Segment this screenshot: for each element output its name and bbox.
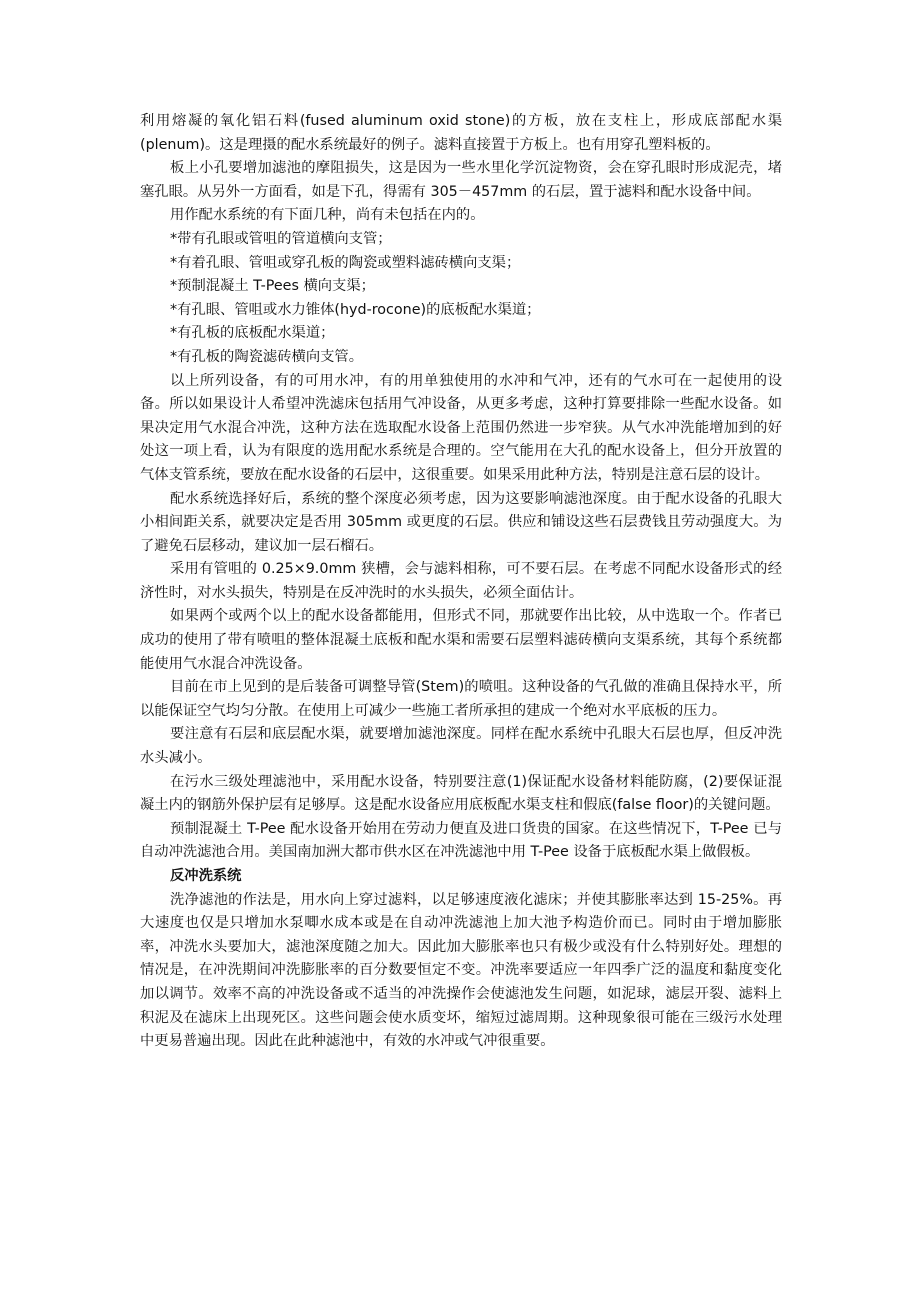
paragraph-orifice-loss: 板上小孔要增加滤池的摩阻损失，这是因为一些水里化学沉淀物资，会在穿孔眼时形成泥壳，堵塞孔眼。从另外一方面看，如是下孔，得需有 305－457mm 的石层，置于滤料和配水设备中间。 <box>140 160 782 200</box>
paragraph-adjustable-stem: 目前在市上见到的是后装备可调整导管(Stem)的喷咀。这种设备的气孔做的准确且保持水平，所以能保证空气均匀分散。在使用上可减少一些施工者所承担的建成一个绝对水平底板的压力。 <box>140 679 782 719</box>
paragraph-comparison: 如果两个或两个以上的配水设备都能用，但形式不同，那就要作出比较，从中选取一个。作者已成功的使用了带有喷咀的整体混凝土底板和配水渠和需要石层塑料滤砖横向支渠系统，其每个系统都能使用气水混合冲洗设备。 <box>140 608 782 672</box>
list-item: *有孔板的底板配水渠道； <box>170 325 335 342</box>
underdrain-type-list <box>140 228 782 370</box>
list-item: *带有孔眼或管咀的管道横向支管； <box>170 230 392 247</box>
paragraph-air-water-wash: 以上所列设备，有的可用水冲，有的用单独使用的水冲和气冲，还有的气水可在一起使用的设备。所以如果设计人希望冲洗滤床包括用气冲设备，从更多考虑，这种打算要排除一些配水设备。如果决定用气水混合冲洗，这种方法在选取配水设备上范围仍然进一步窄狭。从气水冲洗能增加到的好处这一项上看，认为有限度的选用配水系统是合理的。空气能用在大孔的配水设备上，但分开放置的气体支管系统，要放在配水设备的石层中，这很重要。如果采用此种方法，特别是注意石层的设计。 <box>140 372 782 483</box>
paragraph-tertiary-treatment: 在污水三级处理滤池中，采用配水设备，特别要注意(1)保证配水设备材料能防腐，(2)要保证混凝土内的钢筋外保护层有足够厚。这是配水设备应用底板配水渠支柱和假底(false floor)的关键问题。 <box>140 773 782 814</box>
paragraph-tpee: 预制混凝土 T-Pee 配水设备开始用在劳动力便直及进口货贵的国家。在这些情况下，T-Pee 已与自动冲洗滤池合用。美国南加洲大都市供水区在冲洗滤池中用 T-Pee 设备于底板配水渠上做假板。 <box>140 820 782 861</box>
paragraph-backwash: 洗净滤池的作法是，用水向上穿过滤料，以足够速度液化滤床；并使其膨胀率达到 15-25%。再大速度也仅是只增加水泵唧水成本或是在自动冲洗滤池上加大池予构造价而已。同时由于增加膨胀率，冲洗水头要加大，滤池深度随之加大。因此加大膨胀率也只有极少或没有什么特别好处。理想的情况是，在冲洗期间冲洗膨胀率的百分数要恒定不变。冲洗率要适应一年四季广泛的温度和黏度变化加以调节。效率不高的冲洗设备或不适当的冲洗操作会使滤池发生问题，如泥球，滤层开裂、滤料上积泥及在滤床上出现死区。这些问题会使水质变坏，缩短过滤周期。这种现象很可能在三级污水处理中更易普遍出现。因此在此种滤池中，有效的水冲或气冲很重要。 <box>140 891 782 1050</box>
list-item: *有孔板的陶瓷滤砖横向支管。 <box>170 348 364 365</box>
list-item: *有孔眼、管咀或水力锥体(hyd-rocone)的底板配水渠道； <box>170 301 541 318</box>
paragraph-plenum: 利用熔凝的氧化铝石料(fused aluminum oxid stone)的方板，放在支柱上，形成底部配水渠(plenum)。这是理摄的配水系统最好的例子。滤料直接置于方板上。也有用穿孔塑料板的。 <box>140 113 782 153</box>
paragraph-gravel-depth: 要注意有石层和底层配水渠，就要增加滤池深度。同样在配水系统中孔眼大石层也厚，但反冲洗水头减小。 <box>140 726 782 767</box>
paragraph-system-types-intro: 用作配水系统的有下面几种，尚有未包括在内的。 <box>170 207 485 224</box>
paragraph-nozzle-slots: 采用有管咀的 0.25×9.0mm 狭槽，会与滤料相称，可不要石层。在考虑不同配水设备形式的经济性时，对水头损失，特别是在反冲洗时的水头损失，必须全面估计。 <box>140 561 782 601</box>
document-page <box>140 110 782 1054</box>
paragraph-system-depth: 配水系统选择好后，系统的整个深度必须考虑，因为这要影响滤池深度。由于配水设备的孔眼大小相间距关系，就要决定是否用 305mm 或更度的石层。供应和铺设这些石层费钱且劳动强度大。为了避免石层移动，建议加一层石榴石。 <box>140 490 782 554</box>
list-item: *预制混凝土 T-Pees 横向支渠； <box>170 278 375 295</box>
section-heading-backwash: 反冲洗系统 <box>170 868 242 884</box>
list-item: *有着孔眼、管咀或穿孔板的陶瓷或塑料滤砖横向支渠； <box>170 254 521 271</box>
